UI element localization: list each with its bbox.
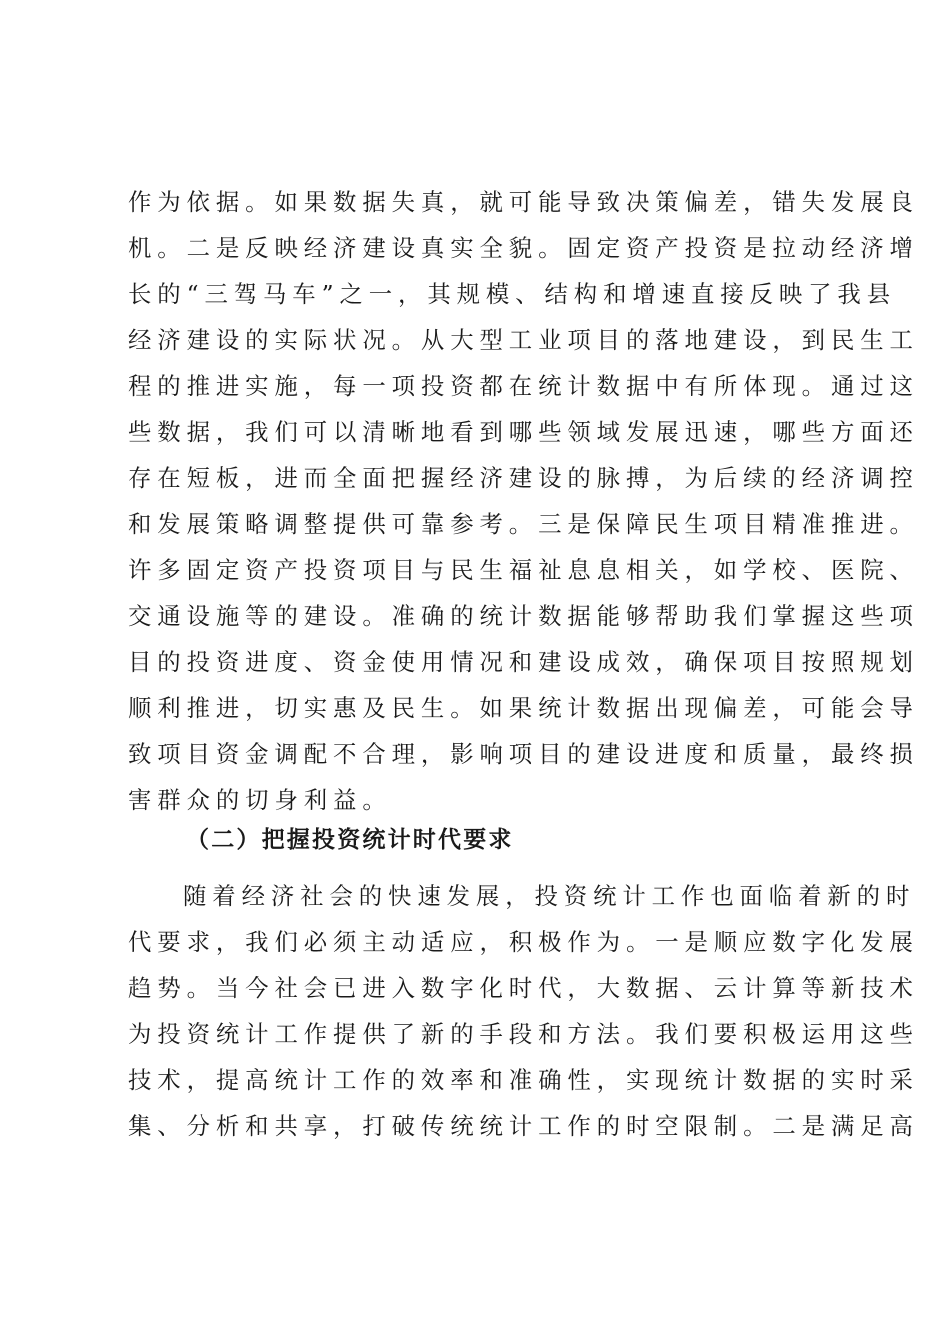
section-heading: （二）把握投资统计时代要求 <box>186 827 514 853</box>
text-line: 顺利推进，切实惠及民生。如果统计数据出现偏差，可能会导 <box>128 694 919 722</box>
text-line: 随着经济社会的快速发展，投资统计工作也面临着新的时 <box>183 882 916 910</box>
text-line: 经济建设的实际状况。从大型工业项目的落地建设，到民生工 <box>128 326 919 354</box>
text-line: 害群众的切身利益。 <box>128 786 392 814</box>
text-line: 技术，提高统计工作的效率和准确性，实现统计数据的实时采 <box>128 1066 919 1094</box>
text-line: 代要求，我们必须主动适应，积极作为。一是顺应数字化发展 <box>128 928 919 956</box>
text-line: 趋势。当今社会已进入数字化时代，大数据、云计算等新技术 <box>128 974 919 1002</box>
body-paragraph-1 <box>128 179 919 823</box>
text-line: 机。二是反映经济建设真实全貌。固定资产投资是拉动经济增 <box>128 234 919 262</box>
text-line: 作为依据。如果数据失真，就可能导致决策偏差，错失发展良 <box>128 188 919 216</box>
body-paragraph-2 <box>128 873 919 1149</box>
text-line: 些数据，我们可以清晰地看到哪些领域发展迅速，哪些方面还 <box>128 418 919 446</box>
text-line: 许多固定资产投资项目与民生福祉息息相关，如学校、医院、 <box>128 556 919 584</box>
text-line: 目的投资进度、资金使用情况和建设成效，确保项目按照规划 <box>128 648 919 676</box>
text-line: 程的推进实施，每一项投资都在统计数据中有所体现。通过这 <box>128 372 919 400</box>
text-line: 集、分析和共享，打破传统统计工作的时空限制。二是满足高 <box>128 1112 919 1140</box>
text-line: 和发展策略调整提供可靠参考。三是保障民生项目精准推进。 <box>128 510 919 538</box>
text-line: 为投资统计工作提供了新的手段和方法。我们要积极运用这些 <box>128 1020 919 1048</box>
text-line: 存在短板，进而全面把握经济建设的脉搏，为后续的经济调控 <box>128 464 919 492</box>
text-line: 交通设施等的建设。准确的统计数据能够帮助我们掌握这些项 <box>128 602 919 630</box>
text-line: 致项目资金调配不合理，影响项目的建设进度和质量，最终损 <box>128 740 919 768</box>
text-line: 长的“三驾马车”之一，其规模、结构和增速直接反映了我县 <box>128 280 896 308</box>
